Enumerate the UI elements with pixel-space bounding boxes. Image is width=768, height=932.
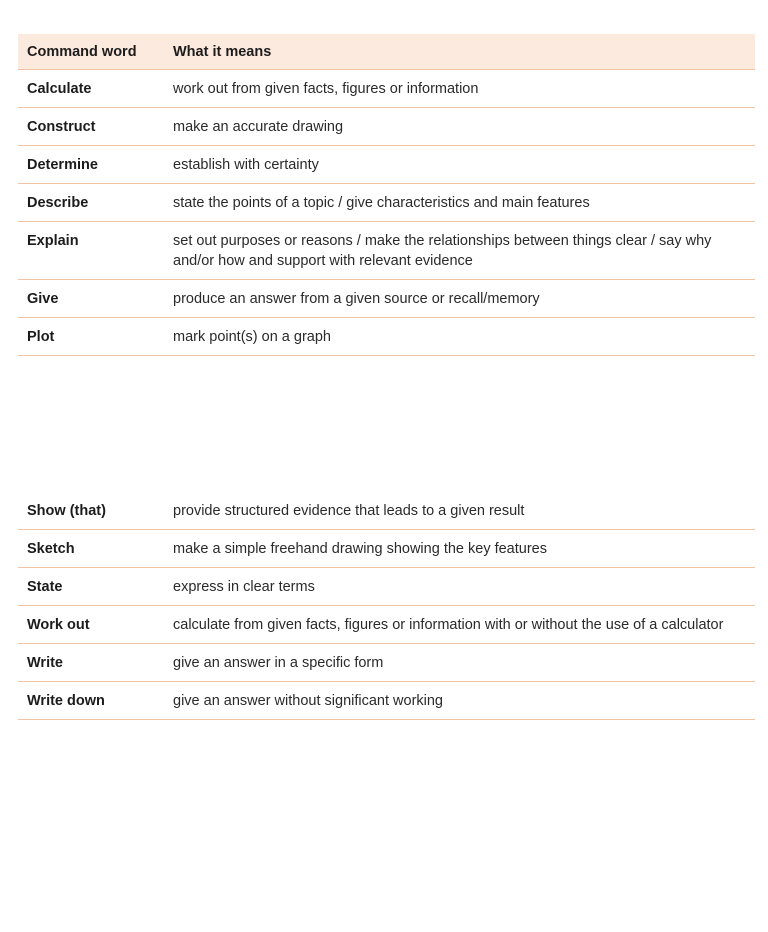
table-row (18, 146, 755, 184)
command-word: State (18, 568, 164, 606)
table-row (18, 184, 755, 222)
command-meaning: establish with certainty (164, 146, 755, 184)
table-row (18, 682, 755, 720)
command-meaning: state the points of a topic / give characteristics and main features (164, 184, 755, 222)
command-word: Show (that) (18, 492, 164, 530)
command-word: Determine (18, 146, 164, 184)
table-row (18, 568, 755, 606)
command-word: Construct (18, 108, 164, 146)
command-word: Describe (18, 184, 164, 222)
command-words-table-top (18, 34, 755, 356)
table-row (18, 222, 755, 280)
command-meaning: make an accurate drawing (164, 108, 755, 146)
command-word: Sketch (18, 530, 164, 568)
command-word: Write down (18, 682, 164, 720)
command-meaning: make a simple freehand drawing showing the key features (164, 530, 755, 568)
command-meaning: provide structured evidence that leads to a given result (164, 492, 755, 530)
command-meaning: calculate from given facts, figures or information with or without the use of a calculator (164, 606, 755, 644)
table-row (18, 644, 755, 682)
command-meaning: produce an answer from a given source or recall/memory (164, 280, 755, 318)
command-meaning: mark point(s) on a graph (164, 318, 755, 356)
table-header-row (18, 34, 755, 70)
command-word: Explain (18, 222, 164, 280)
command-words-table-bottom (18, 492, 755, 720)
table-row (18, 530, 755, 568)
table-row (18, 280, 755, 318)
column-header-command-word: Command word (18, 34, 164, 70)
command-meaning: work out from given facts, figures or information (164, 70, 755, 108)
command-meaning: give an answer in a specific form (164, 644, 755, 682)
table-row (18, 70, 755, 108)
column-header-meaning: What it means (164, 34, 755, 70)
table-row (18, 108, 755, 146)
command-meaning: give an answer without significant working (164, 682, 755, 720)
command-word: Plot (18, 318, 164, 356)
command-meaning: set out purposes or reasons / make the relationships between things clear / say why and/or how and support with relevant evidence (164, 222, 755, 280)
command-word: Write (18, 644, 164, 682)
table-row (18, 318, 755, 356)
command-word: Give (18, 280, 164, 318)
table-row (18, 606, 755, 644)
command-word: Work out (18, 606, 164, 644)
table-row (18, 492, 755, 530)
command-word: Calculate (18, 70, 164, 108)
command-meaning: express in clear terms (164, 568, 755, 606)
